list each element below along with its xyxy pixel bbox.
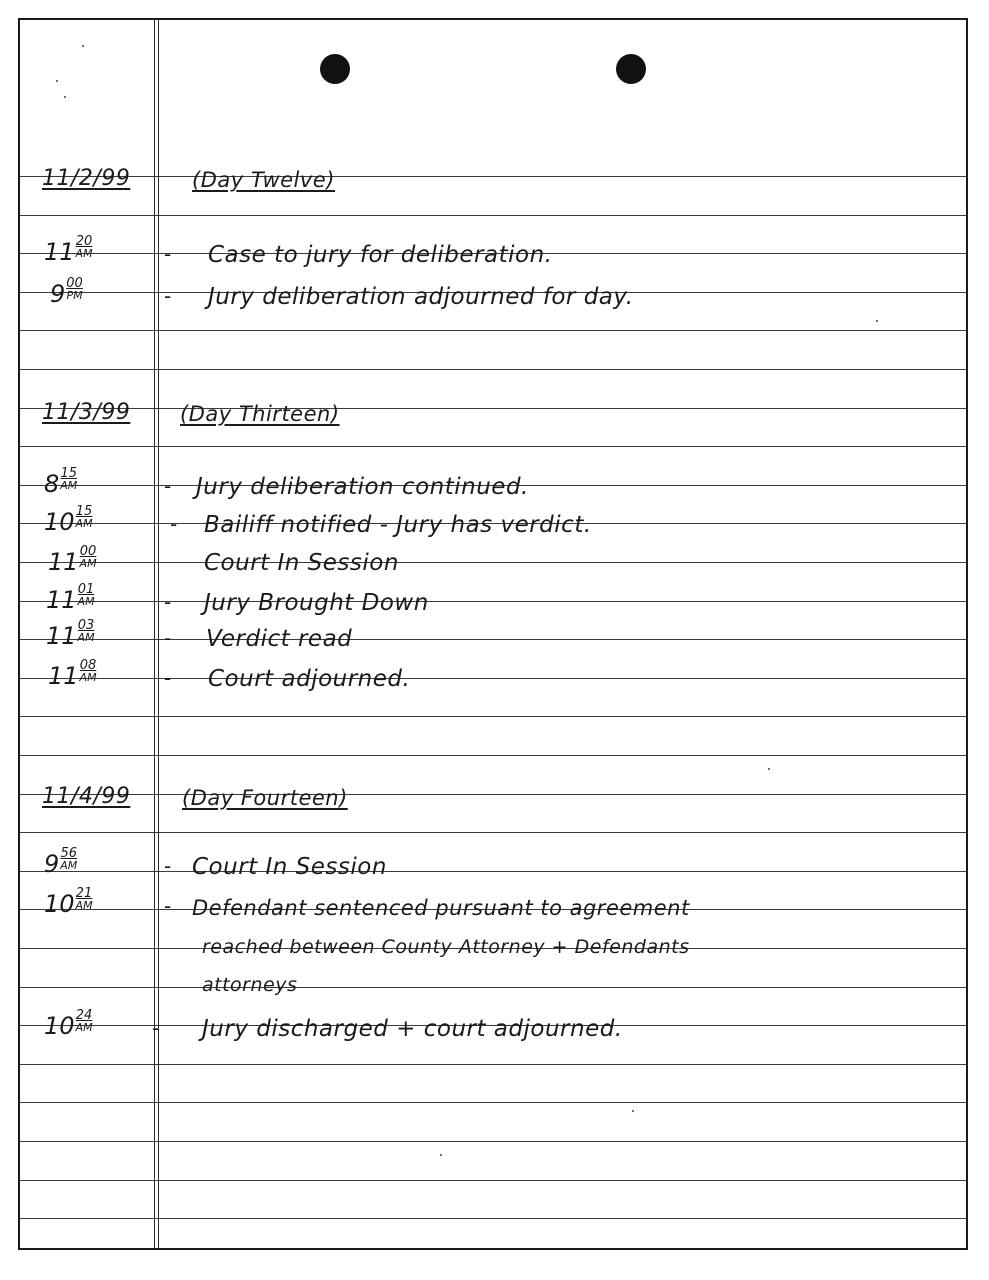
scan-speck — [632, 1110, 634, 1112]
ruled-line — [20, 832, 966, 833]
margin-line-left — [154, 20, 155, 1248]
ruled-line — [20, 716, 966, 717]
date-day-12: 11/2/99 — [42, 166, 131, 191]
time-entry-9: 9 56 AM — [44, 846, 78, 878]
entry-text-9: Court In Session — [192, 854, 387, 880]
ruled-line — [20, 871, 966, 872]
notebook-page — [18, 18, 968, 1250]
entry-text-1: Case to jury for deliberation. — [208, 242, 553, 268]
entry-dash: - — [164, 894, 172, 918]
entry-dash: - — [164, 666, 172, 690]
entry-continuation-2: attorneys — [202, 974, 298, 996]
ruled-line — [20, 330, 966, 331]
time-entry-8: 11 08 AM — [48, 658, 97, 690]
ruled-line — [20, 215, 966, 216]
entry-text-8: Court adjourned. — [208, 666, 411, 692]
entry-text-6: Jury Brought Down — [204, 590, 429, 616]
time-entry-10: 10 21 AM — [44, 886, 93, 918]
ruled-line — [20, 1180, 966, 1181]
time-entry-7: 11 03 AM — [46, 618, 95, 650]
time-entry-11: 10 24 AM — [44, 1008, 93, 1040]
time-entry-2: 9 00 PM — [50, 276, 83, 308]
ruled-line — [20, 408, 966, 409]
ruled-line — [20, 794, 966, 795]
entry-text-10: Defendant sentenced pursuant to agreement — [192, 896, 690, 920]
binder-hole-right — [616, 54, 646, 84]
scan-speck — [440, 1154, 442, 1156]
margin-line-right — [158, 20, 159, 1248]
scan-speck — [876, 320, 878, 322]
time-entry-5: 11 00 AM — [48, 544, 97, 576]
date-day-14: 11/4/99 — [42, 784, 131, 809]
ruled-line — [20, 1218, 966, 1219]
heading-day-12: (Day Twelve) — [192, 168, 335, 192]
ruled-line — [20, 639, 966, 640]
ruled-line — [20, 678, 966, 679]
entry-continuation-1: reached between County Attorney + Defendants — [202, 936, 690, 958]
time-entry-4: 10 15 AM — [44, 504, 93, 536]
entry-dash: - — [164, 590, 172, 614]
entry-text-4: Bailiff notified - Jury has verdict. — [204, 512, 592, 538]
ruled-line — [20, 369, 966, 370]
scan-speck — [56, 80, 58, 82]
entry-dash: - — [170, 512, 178, 536]
scan-speck — [64, 96, 66, 98]
ruled-line — [20, 1102, 966, 1103]
ruled-line — [20, 446, 966, 447]
entry-text-7: Verdict read — [206, 626, 353, 652]
ruled-line — [20, 1141, 966, 1142]
ruled-line — [20, 1064, 966, 1065]
ruled-line — [20, 562, 966, 563]
ruled-line — [20, 601, 966, 602]
time-entry-3: 8 15 AM — [44, 466, 78, 498]
ruled-line — [20, 987, 966, 988]
entry-text-3: Jury deliberation continued. — [196, 474, 529, 500]
entry-text-2: Jury deliberation adjourned for day. — [208, 284, 634, 310]
date-day-13: 11/3/99 — [42, 400, 131, 425]
ruled-line — [20, 755, 966, 756]
entry-text-5: Court In Session — [204, 550, 399, 576]
entry-text-11: Jury discharged + court adjourned. — [202, 1016, 623, 1042]
heading-day-14: (Day Fourteen) — [182, 786, 348, 810]
entry-dash: - — [164, 854, 172, 878]
top-mark — [535, 18, 565, 20]
entry-dash: - — [152, 1016, 160, 1040]
entry-dash: - — [164, 284, 172, 308]
scan-speck — [768, 768, 770, 770]
entry-dash: - — [164, 242, 172, 266]
ruled-line — [20, 176, 966, 177]
time-entry-1: 11 20 AM — [44, 234, 93, 266]
scan-speck — [82, 45, 84, 47]
entry-dash: - — [164, 626, 172, 650]
time-entry-6: 11 01 AM — [46, 582, 95, 614]
heading-day-13: (Day Thirteen) — [180, 402, 340, 426]
binder-hole-left — [320, 54, 350, 84]
entry-dash: - — [164, 474, 172, 498]
